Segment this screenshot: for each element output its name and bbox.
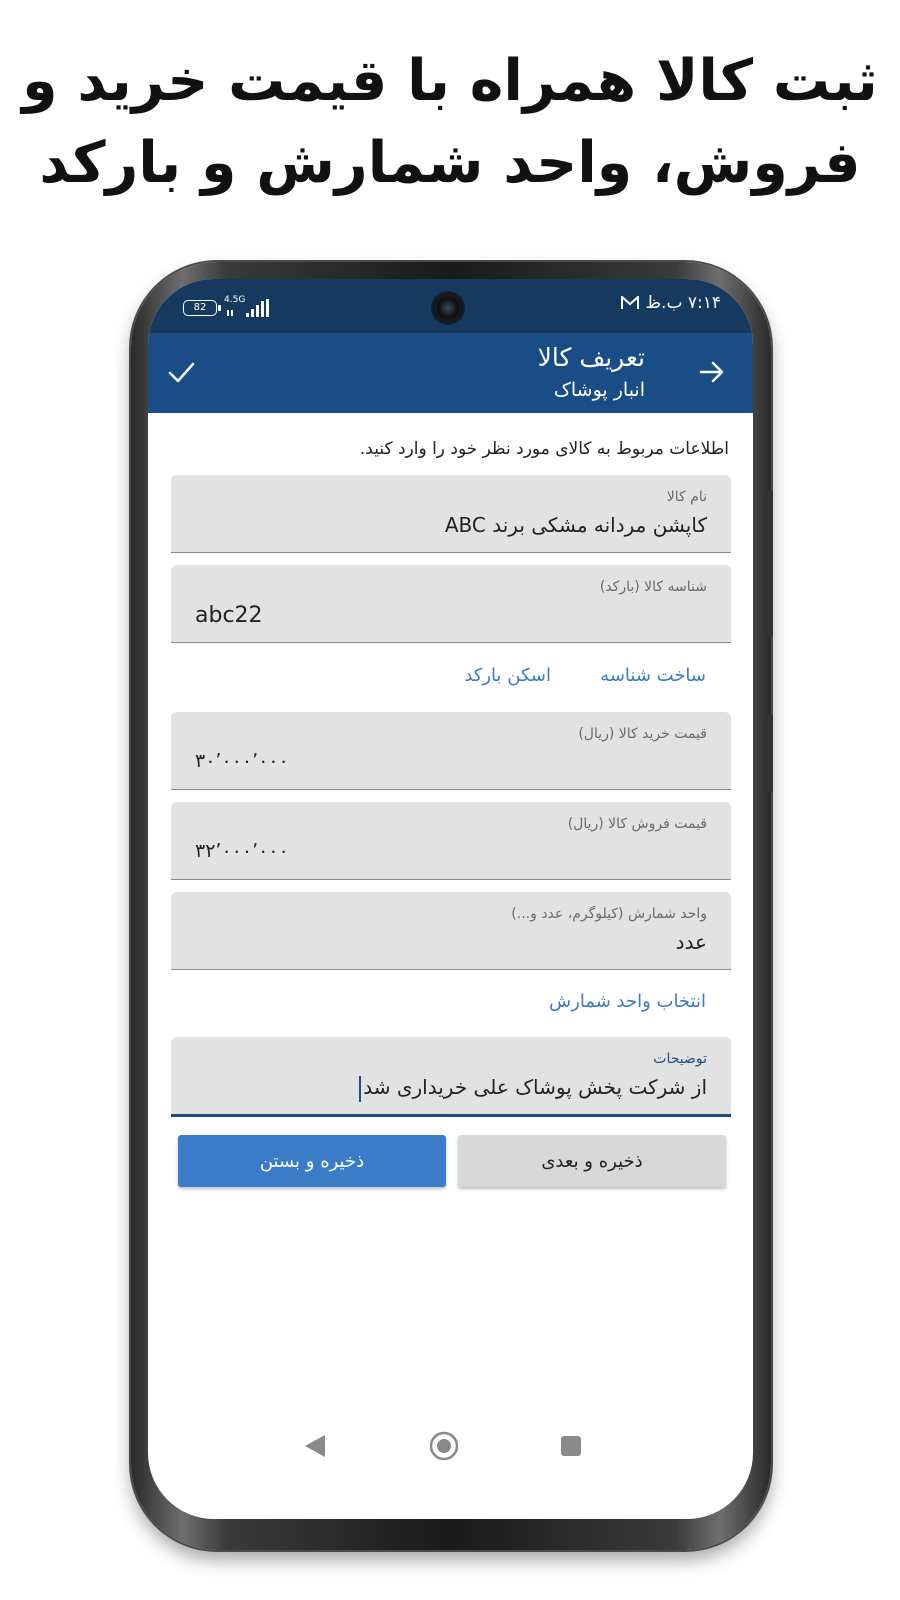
- barcode-field[interactable]: [171, 565, 731, 643]
- nav-back-icon[interactable]: [303, 1433, 327, 1459]
- phone-frame: [131, 262, 771, 1550]
- system-nav-bar: [148, 1419, 753, 1479]
- barcode-value: abc22: [195, 603, 263, 628]
- phone-screen: [148, 279, 753, 1519]
- promo-headline: [0, 40, 900, 204]
- promo-line-2: فروش، واحد شمارش و بارکد: [39, 130, 861, 196]
- network-type: 4.5G: [224, 295, 246, 305]
- scan-barcode-link[interactable]: اسکن بارکد: [464, 665, 551, 686]
- product-name-field[interactable]: [171, 475, 731, 553]
- description-input[interactable]: [359, 1075, 707, 1102]
- buy-price-value: ۳۰٬۰۰۰٬۰۰۰: [195, 750, 289, 772]
- action-buttons: [148, 1135, 753, 1195]
- toolbar-title: تعریف کالا: [537, 343, 645, 372]
- check-icon[interactable]: [166, 357, 196, 387]
- promo-line-1: ثبت کالا همراه با قیمت خرید و: [22, 48, 878, 114]
- save-close-button[interactable]: ذخیره و بستن: [178, 1135, 446, 1187]
- save-next-button[interactable]: ذخیره و بعدی: [458, 1135, 726, 1187]
- unit-field[interactable]: [171, 892, 731, 970]
- status-right: [621, 293, 721, 313]
- toolbar-subtitle: انبار پوشاک: [553, 379, 645, 401]
- unit-value: عدد: [675, 930, 707, 954]
- description-field[interactable]: [171, 1037, 731, 1117]
- buy-price-field[interactable]: [171, 712, 731, 790]
- power-button: [767, 714, 773, 792]
- nav-home-icon[interactable]: [428, 1430, 460, 1462]
- product-name-label: نام کالا: [666, 489, 707, 505]
- select-unit-link[interactable]: انتخاب واحد شمارش: [549, 991, 706, 1012]
- arrow-right-icon[interactable]: [697, 357, 727, 387]
- volume-button: [767, 490, 773, 636]
- description-value: از شرکت پخش پوشاک علی خریداری شد: [363, 1075, 707, 1099]
- front-camera: [433, 293, 463, 323]
- generate-barcode-link[interactable]: ساخت شناسه: [600, 665, 706, 686]
- battery-icon: 82: [183, 300, 217, 316]
- description-label: توضیحات: [653, 1051, 707, 1067]
- clock: ۷:۱۴ ب.ظ: [645, 293, 721, 313]
- sell-price-label: قیمت فروش کالا (ریال): [567, 816, 707, 832]
- sell-price-field[interactable]: [171, 802, 731, 880]
- sell-price-value: ۳۲٬۰۰۰٬۰۰۰: [195, 840, 289, 862]
- app-toolbar: [148, 333, 753, 413]
- gmail-icon: [621, 296, 639, 310]
- buy-price-label: قیمت خرید کالا (ریال): [578, 726, 707, 742]
- product-name-value: کاپشن مردانه مشکی برند ABC: [444, 513, 707, 537]
- status-bar: [148, 279, 753, 333]
- signal-icon: [148, 279, 278, 333]
- barcode-label: شناسه کالا (بارکد): [599, 579, 707, 595]
- text-cursor: [359, 1076, 361, 1102]
- unit-label: واحد شمارش (کیلوگرم، عدد و...): [511, 906, 707, 922]
- nav-recents-icon[interactable]: [560, 1435, 582, 1457]
- form-intro: اطلاعات مربوط به کالای مورد نظر خود را وارد کنید.: [359, 439, 729, 459]
